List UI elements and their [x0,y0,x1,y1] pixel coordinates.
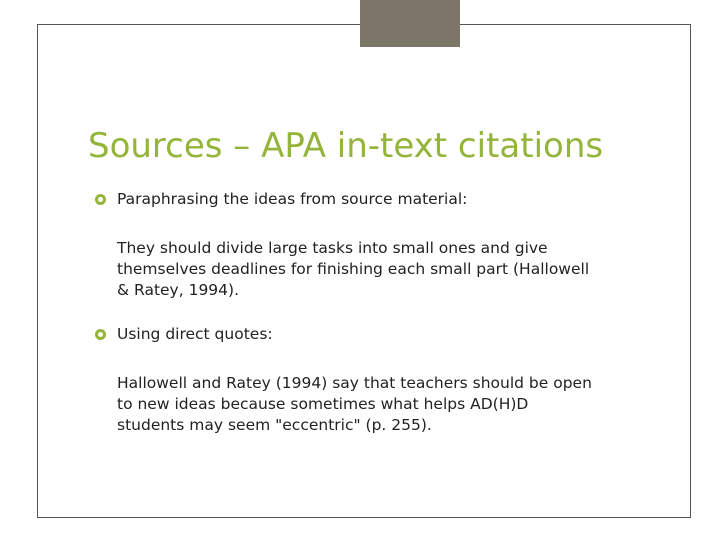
bullet-direct-quotes-label: Using direct quotes: [117,325,273,343]
decorative-top-bar [360,0,460,47]
bullet-paraphrasing-label: Paraphrasing the ideas from source material: [117,190,468,208]
quote-example-line: Hallowell and Ratey (1994) say that teachers should be open [117,374,592,392]
slide-title: Sources – APA in-text citations [88,126,604,166]
quote-example-line: students may seem "eccentric" (p. 255). [117,416,432,434]
paraphrase-example-line: They should divide large tasks into small ones and give [117,239,548,257]
paraphrase-example-line: themselves deadlines for finishing each small part (Hallowell [117,260,590,278]
circle-bullet-icon [95,194,106,205]
paraphrase-example-line: & Ratey, 1994). [117,281,240,299]
quote-example-line: to new ideas because sometimes what helps AD(H)D [117,395,529,413]
circle-bullet-icon [95,329,106,340]
